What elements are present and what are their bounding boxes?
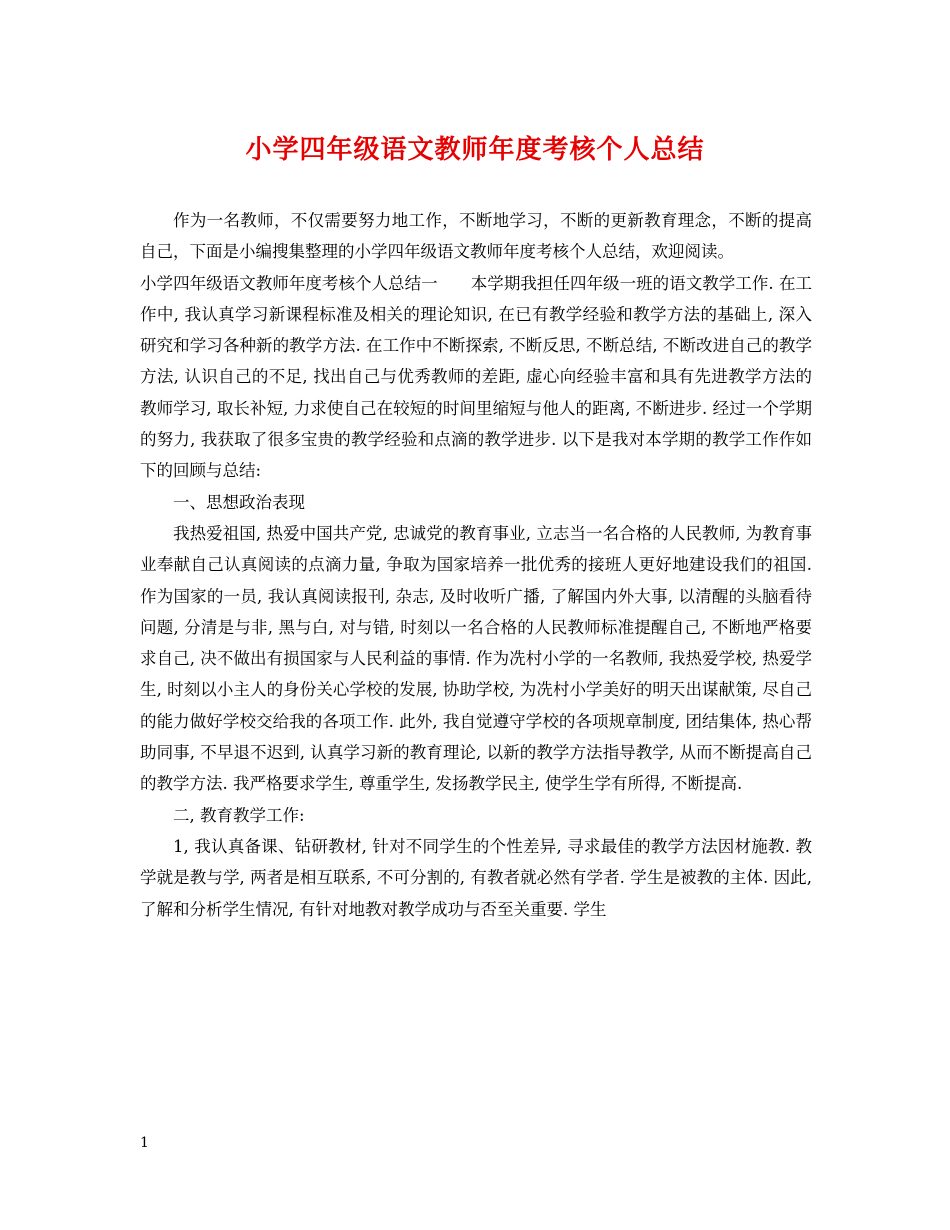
politics-paragraph: 我热爱祖国, 热爱中国共产党, 忠诚党的教育事业, 立志当一名合格的人民教师, 为教育事业奉献自己认真阅读的点滴力量, 争取为国家培养一批优秀的接班人更好地建设我们的祖国. 作为国家的一员, 我认真阅读报刊, 杂志, 及时收听广播, 了解国内外大事, 以清醒的头脑看待问题, 分清是与非, 黑与白, 对与错, 时刻以一名合格的人民教师标准提醒自己, 不断地严格要求自己, 决不做出有损国家与人民利益的事情. 作为冼村小学的一名教师, 我热爱学校, 热爱学生, 时刻以小主人的身份关心学校的发展, 协助学校, 为冼村小学美好的明天出谋献策, 尽自己的能力做好学校交给我的各项工作. 此外, 我自觉遵守学校的各项规章制度, 团结集体, 热心帮助同事, 不早退不迟到, 认真学习新的教育理论, 以新的教学方法指导教学, 从而不断提高自己的教学方法. 我严格要求学生, 尊重学生, 发扬教学民主, 使学生学有所得, 不断提高. xyxy=(140,523,812,794)
section-heading-teaching: 二, 教育教学工作: xyxy=(173,805,305,825)
summary-paragraph: 小学四年级语文教师年度考核个人总结一 本学期我担任四年级一班的语文教学工作. 在工作中, 我认真学习新课程标准及相关的理论知识, 在已有教学经验和教学方法的基础上, 深入研究和学习各种新的教学方法. 在工作中不断探索, 不断反思, 不断总结, 不断改进自己的教学方法, 认识自己的不足, 找出自己与优秀教师的差距, 虚心向经验丰富和具有先进教学方法的教师学习, 取长补短, 力求使自己在较短的时间里缩短与他人的距离, 不断进步. 经过一个学期的努力, 我获取了很多宝贵的教学经验和点滴的教学进步. 以下是我对本学期的教学工作作如下的回顾与总结: xyxy=(140,273,812,481)
intro-paragraph: 作为一名教师，不仅需要努力地工作，不断地学习，不断的更新教育理念，不断的提高自己，下面是小编搜集整理的小学四年级语文教师年度考核个人总结，欢迎阅读。 xyxy=(140,211,812,262)
section-heading-politics: 一、思想政治表现 xyxy=(173,492,305,512)
document-title: 小学四年级语文教师年度考核个人总结 xyxy=(245,135,705,165)
page-number: 1 xyxy=(140,1135,149,1151)
teaching-paragraph: 1, 我认真备课、钻研教材, 针对不同学生的个性差异, 寻求最佳的教学方法因材施教. 教学就是教与学, 两者是相互联系, 不可分割的, 有教者就必然有学者. 学生是被教的主体. 因此, 了解和分析学生情况, 有针对地教对教学成功与否至关重要. 学生 xyxy=(140,836,812,919)
document-body xyxy=(140,205,812,925)
